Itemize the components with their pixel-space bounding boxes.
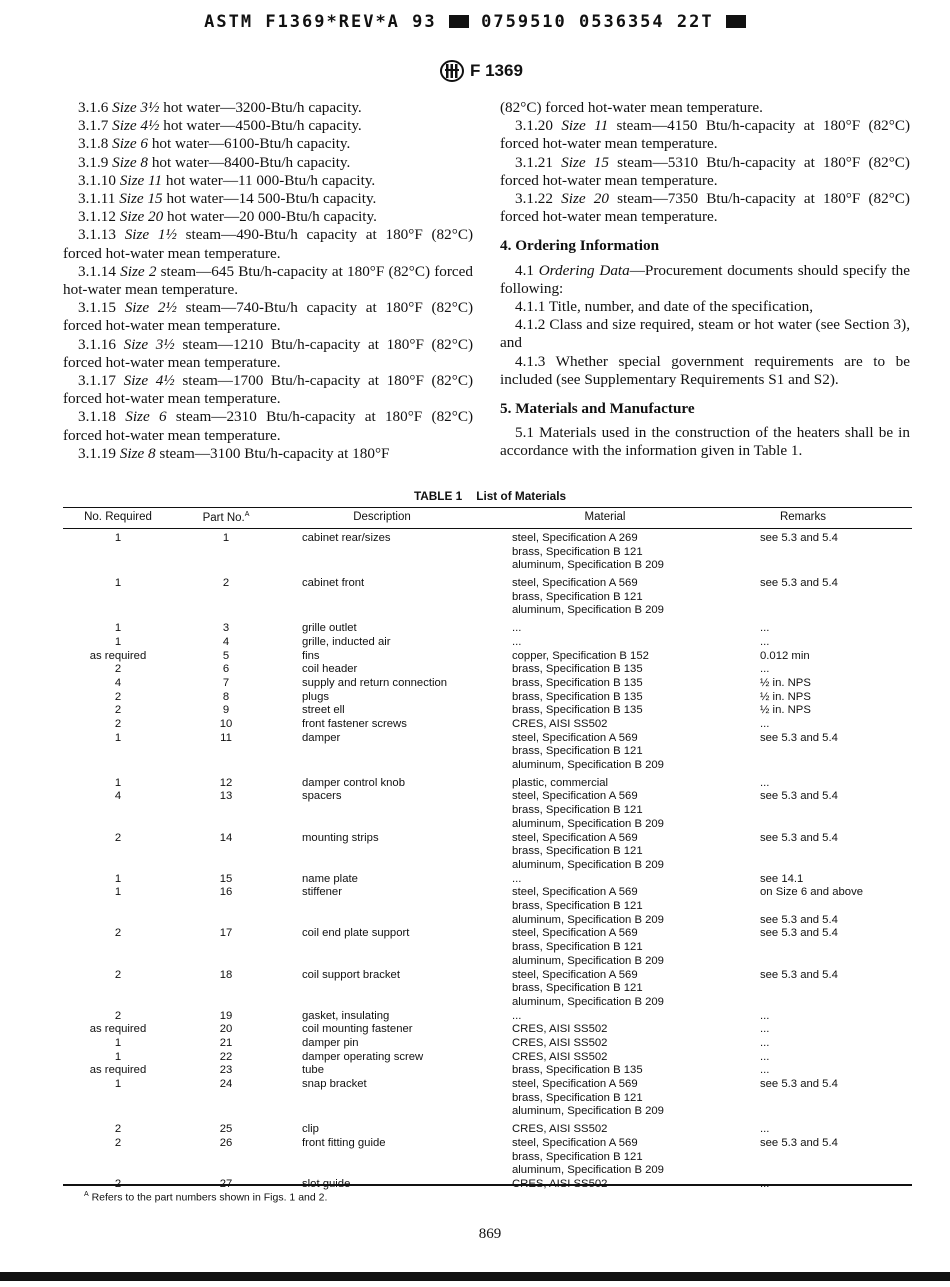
table-row: [63, 790, 912, 831]
cell-material: steel, Specification A 569 brass, Specification B 121 aluminum, Specification B 209: [512, 1078, 664, 1118]
paragraph-3-1-19: 3.1.19 Size 8 steam—3100 Btu/h-capacity at 180°F: [78, 444, 390, 462]
cell-required: 1: [114, 622, 122, 635]
cell-material: ...: [512, 872, 522, 885]
paragraph-3-1-20: 3.1.20 Size 11 steam—4150 Btu/h-capacity at 180°F (82°C) forced hot-water mean temperature.: [500, 117, 911, 153]
cell-remarks: ...: [760, 622, 770, 635]
cell-description: front fastener screws: [302, 718, 407, 730]
cell-part-no: 22: [219, 1050, 233, 1063]
cell-material: ...: [512, 1009, 522, 1022]
cell-part-no: 12: [219, 776, 233, 789]
cell-required: 1: [114, 1037, 122, 1049]
table-row: [63, 1064, 912, 1078]
cell-material: brass, Specification B 135: [512, 704, 643, 717]
paragraph-5-1: 5.1 Materials used in the construction of the heaters shall be in accordance with the information given in Table 1.: [500, 424, 910, 460]
cell-material: steel, Specification A 569 brass, Specification B 121 aluminum, Specification B 209: [512, 927, 664, 967]
table-row: [63, 832, 912, 873]
table-row: [63, 873, 912, 887]
cell-remarks: see 5.3 and 5.4: [760, 1078, 838, 1091]
cell-description: damper: [302, 731, 341, 744]
left-column: [63, 99, 473, 463]
paragraph-4-1: 4.1 Ordering Data—Procurement documents should specify the following:: [500, 261, 911, 297]
cell-material: CRES, AISI SS502: [512, 1037, 608, 1049]
cell-required: 1: [114, 1050, 122, 1063]
cell-required: 4: [114, 790, 122, 803]
cell-part-no: 16: [219, 886, 233, 899]
cell-description: plugs: [302, 690, 330, 703]
paragraph-3-1-16: 3.1.16 Size 3½ steam—1210 Btu/h-capacity at 180°F (82°C) forced hot-water mean temperature.: [63, 335, 474, 371]
cell-material: CRES, AISI SS502: [512, 718, 608, 730]
header-code-line: [0, 12, 950, 32]
cell-part-no: 7: [222, 676, 230, 689]
paragraph-3-1-15: 3.1.15 Size 2½ steam—740-Btu/h capacity at 180°F (82°C) forced hot-water mean temperature.: [63, 299, 474, 335]
cell-description: supply and return connection: [302, 676, 448, 689]
table-row: [63, 704, 912, 718]
cell-part-no: 11: [220, 731, 232, 744]
cell-material: steel, Specification A 569 brass, Specification B 121 aluminum, Specification B 209: [512, 968, 664, 1008]
paragraph-3-1-12: 3.1.12 Size 20 hot water—20 000-Btu/h capacity.: [78, 208, 377, 226]
cell-required: 2: [114, 663, 122, 676]
paragraph-3-1-6: 3.1.6 Size 3½ hot water—3200-Btu/h capacity.: [78, 99, 362, 116]
paragraph-3-1-11: 3.1.11 Size 15 hot water—14 500-Btu/h capacity.: [78, 190, 377, 208]
cell-remarks: see 5.3 and 5.4: [760, 968, 838, 981]
cell-remarks: ½ in. NPS: [760, 704, 811, 717]
cell-remarks: see 5.3 and 5.4: [760, 731, 838, 744]
cell-remarks: see 5.3 and 5.4: [760, 577, 838, 590]
table-row: [63, 1078, 912, 1119]
cell-required: as required: [89, 1064, 147, 1077]
cell-remarks: ½ in. NPS: [760, 676, 811, 689]
table-title: TABLE 1 List of Materials: [413, 489, 567, 503]
cell-required: 1: [114, 577, 122, 590]
paragraph-3-1-7: 3.1.7 Size 4½ hot water—4500-Btu/h capacity.: [78, 117, 362, 135]
paragraph-3-1-10: 3.1.10 Size 11 hot water—11 000-Btu/h capacity.: [78, 171, 376, 189]
cell-remarks: ...: [760, 1037, 770, 1049]
cell-description: gasket, insulating: [302, 1009, 390, 1022]
cell-remarks: ...: [760, 718, 770, 730]
cell-description: grille outlet: [302, 622, 357, 635]
cell-required: 1: [114, 872, 122, 885]
cell-remarks: ...: [760, 1064, 770, 1077]
cell-required: 2: [114, 704, 122, 717]
cell-description: grille, inducted air: [302, 635, 391, 648]
cell-part-no: 15: [219, 872, 233, 885]
cell-required: 4: [114, 676, 122, 689]
col-header-part: Part No.$^A$: [202, 511, 250, 524]
cell-part-no: 5: [222, 649, 230, 662]
paragraph-3-1-22: 3.1.22 Size 20 steam—7350 Btu/h-capacity at 180°F (82°C) forced hot-water mean temperature.: [500, 190, 910, 226]
cell-remarks: on Size 6 and above see 5.3 and 5.4: [760, 886, 864, 926]
cell-part-no: 24: [219, 1078, 233, 1091]
cell-required: 1: [114, 731, 122, 744]
cell-description: coil header: [302, 663, 358, 676]
header-block-mark: [449, 15, 469, 28]
cell-required: as required: [89, 649, 147, 662]
cell-description: damper control knob: [302, 776, 405, 789]
cell-remarks: ...: [760, 1009, 770, 1022]
table-row: [63, 577, 912, 618]
col-header-material: Material: [584, 511, 626, 523]
col-header-required: No. Required: [84, 511, 152, 523]
astm-logo-icon: [440, 60, 464, 82]
table-row: [63, 732, 912, 773]
cell-description: coil support bracket: [302, 968, 400, 981]
section-heading-ordering: 4. Ordering Information: [500, 237, 660, 255]
paragraph-3-1-21: 3.1.21 Size 15 steam—5310 Btu/h-capacity at 180°F (82°C) forced hot-water mean temperature.: [500, 153, 910, 189]
cell-required: as required: [89, 1023, 147, 1036]
cell-part-no: 4: [222, 635, 230, 648]
cell-required: 2: [114, 831, 122, 844]
cell-part-no: 26: [219, 1136, 233, 1149]
right-paragraphs: [500, 117, 910, 226]
cell-material: steel, Specification A 569 brass, Specification B 121 aluminum, Specification B 209: [512, 577, 664, 617]
cell-part-no: 23: [219, 1064, 233, 1077]
cell-remarks: ½ in. NPS: [760, 690, 811, 703]
cell-description: damper pin: [302, 1037, 359, 1049]
cell-required: 2: [114, 1123, 122, 1136]
cell-part-no: 21: [219, 1037, 233, 1049]
cell-material: brass, Specification B 135: [512, 1064, 643, 1077]
table-body: [63, 532, 912, 1192]
table-row: [63, 677, 912, 691]
paragraph-3-1-9: 3.1.9 Size 8 hot water—8400-Btu/h capacity.: [78, 153, 351, 171]
header-code: ASTM F1369*REV*A 93: [204, 12, 437, 32]
paragraph-3-1-14: 3.1.14 Size 2 steam—645 Btu/h-capacity at 180°F (82°C) forced hot-water mean temperature.: [63, 262, 473, 299]
cell-remarks: see 5.3 and 5.4: [760, 532, 838, 544]
table-row: [63, 1023, 912, 1037]
cell-description: mounting strips: [302, 831, 379, 844]
cell-part-no: 13: [219, 790, 233, 803]
paragraph-4-1-1: 4.1.1 Title, number, and date of the specification,: [515, 298, 814, 316]
cell-material: ...: [512, 635, 522, 648]
cell-description: spacers: [302, 790, 342, 803]
table-row: [63, 663, 912, 677]
cell-remarks: see 5.3 and 5.4: [760, 790, 838, 803]
cell-description: cabinet front: [302, 577, 365, 590]
cell-part-no: 9: [222, 704, 230, 717]
cell-material: plastic, commercial: [512, 776, 609, 789]
cell-material: CRES, AISI SS502: [512, 1123, 608, 1136]
cell-part-no: 19: [219, 1009, 233, 1022]
cell-description: fins: [302, 649, 320, 662]
cell-required: 1: [114, 635, 122, 648]
table-row: [63, 777, 912, 791]
cell-part-no: 25: [219, 1123, 233, 1136]
cell-required: 2: [114, 718, 122, 730]
header-block-mark: [726, 15, 746, 28]
table-bottom-rule: [63, 1184, 912, 1186]
cell-part-no: 20: [219, 1023, 233, 1036]
table-row: [63, 622, 912, 636]
table-top-rule: [63, 507, 912, 508]
cell-remarks: ...: [760, 1023, 770, 1036]
cell-description: coil mounting fastener: [302, 1023, 413, 1036]
right-column: [500, 99, 910, 461]
bottom-bar: [0, 1272, 950, 1281]
cell-remarks: ...: [760, 776, 770, 789]
paragraph-4-1-2: 4.1.2 Class and size required, steam or hot water (see Section 3), and: [500, 316, 910, 352]
cell-description: coil end plate support: [302, 927, 410, 940]
table-row: [63, 691, 912, 705]
table-row: [63, 1137, 912, 1178]
cell-part-no: 17: [219, 927, 233, 940]
cell-required: 1: [114, 532, 122, 544]
page-number: 869: [478, 1226, 502, 1242]
table-row: [63, 1123, 912, 1137]
col-header-description: Description: [353, 511, 411, 523]
cell-description: stiffener: [302, 886, 342, 899]
cell-material: copper, Specification B 152: [512, 649, 649, 662]
cell-description: cabinet rear/sizes: [302, 532, 391, 544]
cell-material: steel, Specification A 569 brass, Specification B 121 aluminum, Specification B 209: [512, 790, 664, 830]
cell-part-no: 1: [222, 532, 230, 544]
table-row: [63, 650, 912, 664]
table-row: [63, 1051, 912, 1065]
cell-part-no: 8: [222, 690, 230, 703]
cell-material: steel, Specification A 569 brass, Specification B 121 aluminum, Specification B 209: [512, 731, 664, 772]
cell-required: 2: [114, 690, 122, 703]
cell-material: CRES, AISI SS502: [512, 1023, 608, 1036]
cell-description: tube: [302, 1064, 324, 1077]
cell-remarks: see 5.3 and 5.4: [760, 831, 838, 844]
table-row: [63, 927, 912, 968]
cell-description: front fitting guide: [302, 1136, 386, 1149]
table-row: [63, 636, 912, 650]
table-row: [63, 969, 912, 1010]
cell-description: damper operating screw: [302, 1050, 424, 1063]
cell-required: 2: [114, 1009, 122, 1022]
continuation-text: (82°C) forced hot-water mean temperature.: [500, 99, 763, 116]
cell-remarks: ...: [760, 1050, 770, 1063]
cell-part-no: 18: [219, 968, 233, 981]
cell-required: 2: [114, 1136, 122, 1149]
cell-part-no: 6: [222, 663, 230, 676]
paragraph-3-1-8: 3.1.8 Size 6 hot water—6100-Btu/h capacity.: [78, 135, 351, 153]
cell-material: brass, Specification B 135: [512, 663, 643, 676]
cell-remarks: 0.012 min: [760, 649, 810, 662]
cell-material: steel, Specification A 569 brass, Specification B 121 aluminum, Specification B 209: [512, 831, 664, 871]
paragraph-3-1-17: 3.1.17 Size 4½ steam—1700 Btu/h-capacity at 180°F (82°C) forced hot-water mean temperature.: [63, 372, 474, 408]
doc-number: F 1369: [470, 61, 523, 80]
cell-description: name plate: [302, 872, 358, 885]
cell-required: 2: [114, 927, 122, 940]
table-row: [63, 1037, 912, 1051]
cell-material: brass, Specification B 135: [512, 690, 643, 703]
table-header-rule: [63, 528, 912, 529]
cell-part-no: 2: [222, 577, 230, 590]
cell-material: steel, Specification A 569 brass, Specification B 121 aluminum, Specification B 209: [512, 886, 664, 926]
cell-material: brass, Specification B 135: [512, 676, 643, 689]
cell-part-no: 3: [222, 622, 230, 635]
cell-remarks: ...: [760, 635, 770, 648]
cell-required: 1: [114, 1078, 122, 1091]
cell-remarks: see 5.3 and 5.4: [760, 927, 838, 940]
col-header-remarks: Remarks: [779, 511, 826, 523]
page-header: [440, 60, 523, 82]
cell-required: 1: [114, 776, 122, 789]
cell-remarks: see 5.3 and 5.4: [760, 1136, 838, 1149]
cell-remarks: ...: [760, 1123, 770, 1136]
header-code-tail: 0759510 0536354 22T: [481, 12, 714, 32]
cell-material: steel, Specification A 569 brass, Specification B 121 aluminum, Specification B 209: [512, 1136, 664, 1177]
cell-part-no: 10: [219, 718, 233, 730]
table-row: [63, 718, 912, 732]
paragraph-4-1-3: 4.1.3 Whether special government requirements are to be included (see Supplementary Requirements S1 and S2).: [500, 352, 910, 388]
cell-remarks: ...: [760, 663, 770, 676]
section-heading-materials: 5. Materials and Manufacture: [500, 400, 695, 418]
paragraph-3-1-13: 3.1.13 Size 1½ steam—490-Btu/h capacity at 180°F (82°C) forced hot-water mean temperature.: [63, 226, 474, 262]
table-row: [63, 886, 912, 927]
cell-required: 2: [114, 968, 122, 981]
cell-material: CRES, AISI SS502: [512, 1050, 608, 1063]
cell-material: ...: [512, 622, 522, 635]
cell-required: 1: [114, 886, 122, 899]
table-row: [63, 1010, 912, 1024]
cell-description: street ell: [302, 704, 345, 717]
cell-description: snap bracket: [302, 1078, 367, 1091]
paragraph-3-1-18: 3.1.18 Size 6 steam—2310 Btu/h-capacity at 180°F (82°C) forced hot-water mean temperature.: [63, 408, 474, 444]
cell-description: clip: [302, 1123, 319, 1136]
table-footnote: $^A$ Refers to the part numbers shown in Figs. 1 and 2.: [84, 1191, 328, 1204]
cell-remarks: see 14.1: [760, 872, 804, 885]
cell-part-no: 14: [219, 831, 233, 844]
table-row: [63, 532, 912, 573]
cell-material: steel, Specification A 269 brass, Specification B 121 aluminum, Specification B 209: [512, 532, 664, 572]
